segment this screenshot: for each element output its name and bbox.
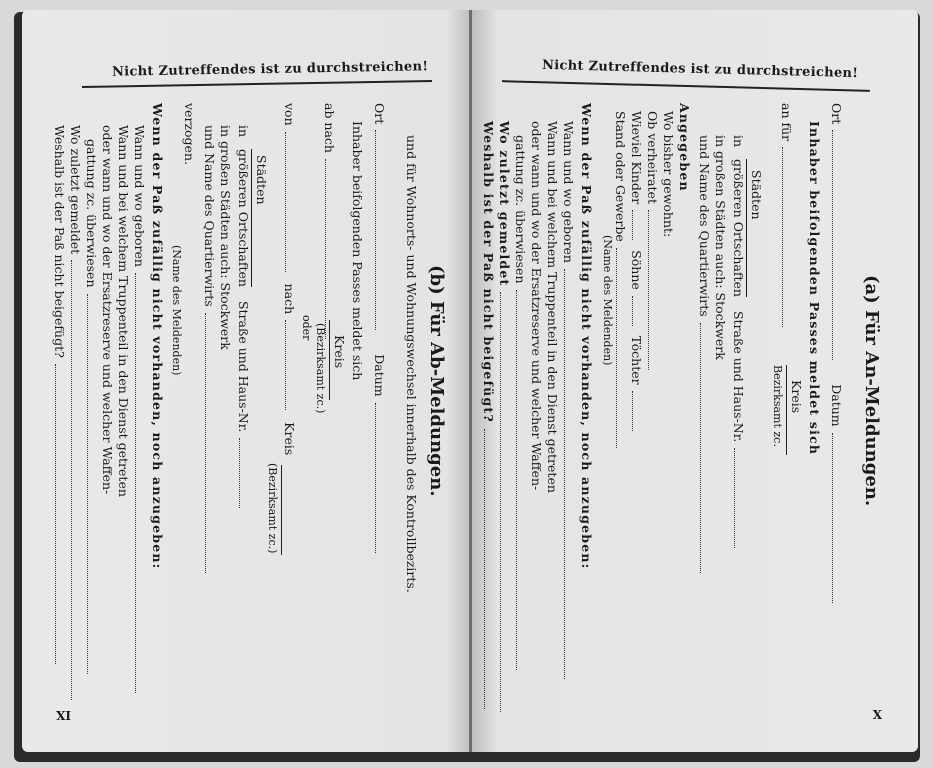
left-subtitle: und für Wohnorts- und Wohnungswechsel innerhalb des Kontrollbezirts. <box>404 135 419 593</box>
right-gattung-row <box>513 135 528 670</box>
right-kinder-row <box>629 111 644 431</box>
left-zuletzt-field[interactable] <box>71 260 73 700</box>
left-geboren: Wann und wo geboren <box>132 125 147 267</box>
left-ort-row <box>372 103 387 553</box>
left-header: Nicht Zutreffendes ist zu durchstreichen! <box>111 59 429 80</box>
left-zuletzt: Wo zuletzt gemeldet <box>68 125 83 255</box>
right-name-meldenden: (Name des Meldenden) <box>601 235 614 366</box>
right-kreis-rule <box>786 365 787 455</box>
right-groesseren: größeren Ortschaften <box>731 159 746 297</box>
left-bezirksamt2: (Bezirksamt zc.) <box>266 463 279 554</box>
left-gattung-field[interactable] <box>87 294 89 674</box>
right-wenn-pass: Wenn der Paß zufällig nicht vorhanden, noch anzugeben: <box>579 103 594 570</box>
right-quartier: und Name des Quartierwirts <box>697 135 712 317</box>
right-kreis-label: Kreis <box>789 380 804 414</box>
left-nach-label: nach <box>282 283 297 315</box>
right-verheiratet: Ob verheiratet <box>645 111 660 204</box>
right-inhaber: Inhaber beifolgenden Passes meldet sich <box>807 121 822 456</box>
left-form <box>47 95 447 695</box>
right-datum-field[interactable] <box>832 433 834 603</box>
right-geboren-row <box>561 121 576 679</box>
right-kinder-field[interactable] <box>632 210 634 240</box>
left-in-label: in <box>236 125 251 138</box>
left-geboren-row <box>132 125 147 693</box>
left-strasse-field[interactable] <box>239 438 241 508</box>
left-kreis-label: Kreis <box>332 335 347 369</box>
left-weshalb: Weshalb ist der Paß nicht beigefügt? <box>52 125 67 358</box>
right-ort-field[interactable] <box>832 130 834 360</box>
right-geboren-field[interactable] <box>564 269 566 679</box>
right-wo-bisher: Wo bisher gewohnt: <box>661 111 676 238</box>
right-anfuer-field[interactable] <box>782 147 784 327</box>
left-wenn-pass: Wenn der Paß zufällig nicht vorhanden, noch anzugeben: <box>150 103 165 570</box>
right-form <box>482 95 882 695</box>
left-strasse: Straße und Haus-Nr. <box>236 300 251 433</box>
left-kreis2-label: Kreis <box>282 422 297 456</box>
left-abnach-row <box>322 103 337 339</box>
right-stand: Stand oder Gewerbe <box>613 111 628 242</box>
right-title: (a) Für An-Meldungen. <box>861 275 882 507</box>
left-verzogen: verzogen. <box>182 103 197 165</box>
right-gattung: gattung zc. überwiesen <box>513 135 528 284</box>
left-title: (b) Für Ab-Meldungen. <box>426 265 447 497</box>
right-stand-field[interactable] <box>616 248 618 448</box>
left-kreis2-rule <box>281 465 282 555</box>
left-von-label: von <box>282 103 297 126</box>
left-header-rule <box>82 80 432 88</box>
left-weshalb-field[interactable] <box>55 364 57 664</box>
right-toechter: Töchter <box>629 335 644 385</box>
left-von-row <box>282 103 297 455</box>
left-zuletzt-row <box>68 125 83 700</box>
right-strasse: Straße und Haus-Nr. <box>731 310 746 443</box>
right-weshalb-field[interactable] <box>484 429 486 709</box>
left-abnach-label: ab nach <box>322 103 337 153</box>
right-zuletzt-field[interactable] <box>500 292 502 712</box>
left-page <box>22 10 472 752</box>
right-zuletzt: Wo zuletzt gemeldet <box>497 121 512 287</box>
left-staedten: Städten <box>254 155 269 205</box>
right-in-row <box>731 135 746 548</box>
left-von-field[interactable] <box>285 132 287 272</box>
left-kreis-rule <box>329 320 330 400</box>
right-header: Nicht Zutreffendes ist zu durchstreichen! <box>541 57 859 82</box>
left-gattung-row <box>84 139 99 674</box>
right-zuletzt-row <box>497 121 512 712</box>
right-quartier-row <box>697 135 712 573</box>
right-toechter-field[interactable] <box>632 391 634 431</box>
right-staedten: Städten <box>749 170 764 220</box>
right-gattung-field[interactable] <box>516 290 518 670</box>
left-weshalb-row <box>52 125 67 664</box>
right-kinder: Wieviel Kinder <box>629 111 644 205</box>
left-oder: oder <box>300 315 313 341</box>
left-ort-field[interactable] <box>375 130 377 330</box>
left-gattung: gattung zc. überwiesen <box>84 139 99 288</box>
left-quartier-row <box>202 125 217 573</box>
left-abnach-field[interactable] <box>325 159 327 339</box>
right-page <box>472 10 918 752</box>
right-verheiratet-field[interactable] <box>648 210 650 370</box>
left-nach-field[interactable] <box>285 320 287 410</box>
right-anfuer-label: an für <box>779 103 794 142</box>
left-inhaber: Inhaber beifolgenden Passes meldet sich <box>350 121 365 381</box>
right-in-label: in <box>731 135 746 148</box>
left-bezirksamt: (Bezirksamt zc.) <box>314 323 327 414</box>
right-verheiratet-row <box>645 111 660 370</box>
right-ort-label: Ort <box>829 103 844 125</box>
right-soehne-field[interactable] <box>632 296 634 326</box>
right-grossen: in großen Städten auch: Stockwerk <box>713 135 728 360</box>
left-datum-label: Datum <box>372 354 387 397</box>
right-angegeben: Angegeben <box>677 103 692 192</box>
left-groesseren: größeren Ortschaften <box>236 149 251 287</box>
left-truppenteil: Wann und bei welchem Truppenteil in den Dienst getreten <box>116 125 131 497</box>
right-strasse-field[interactable] <box>734 448 736 548</box>
right-oder-wann: oder wann und wo der Ersatzreserve und welcher Waffen- <box>529 121 544 491</box>
right-soehne: Söhne <box>629 250 644 290</box>
right-weshalb: Weshalb ist der Paß nicht beigefügt? <box>481 121 496 423</box>
left-quartier: und Name des Quartierwirts <box>202 125 217 307</box>
right-header-rule <box>502 80 870 92</box>
right-bezirksamt: Bezirksamt zc. <box>771 365 784 447</box>
left-name-meldenden: (Name des Meldenden) <box>170 245 183 376</box>
right-ort-row <box>829 103 844 603</box>
left-geboren-field[interactable] <box>135 273 137 693</box>
left-in-row <box>236 125 251 508</box>
right-page-number: X <box>872 708 882 722</box>
left-page-number: IX <box>56 708 71 722</box>
right-datum-label: Datum <box>829 384 844 427</box>
right-weshalb-row <box>481 121 496 709</box>
right-truppenteil: Wann und bei welchem Truppenteil in den Dienst getreten <box>545 121 560 493</box>
left-ort-label: Ort <box>372 103 387 125</box>
left-oder-wann: oder wann und wo der Ersatzreserve und welcher Waffen- <box>100 125 115 495</box>
right-stand-row <box>613 111 628 448</box>
left-quartier-field[interactable] <box>205 313 207 573</box>
left-grossen: in großen Städten auch: Stockwerk <box>218 125 233 350</box>
right-geboren: Wann und wo geboren <box>561 121 576 263</box>
left-datum-field[interactable] <box>375 403 377 553</box>
right-quartier-field[interactable] <box>700 323 702 573</box>
